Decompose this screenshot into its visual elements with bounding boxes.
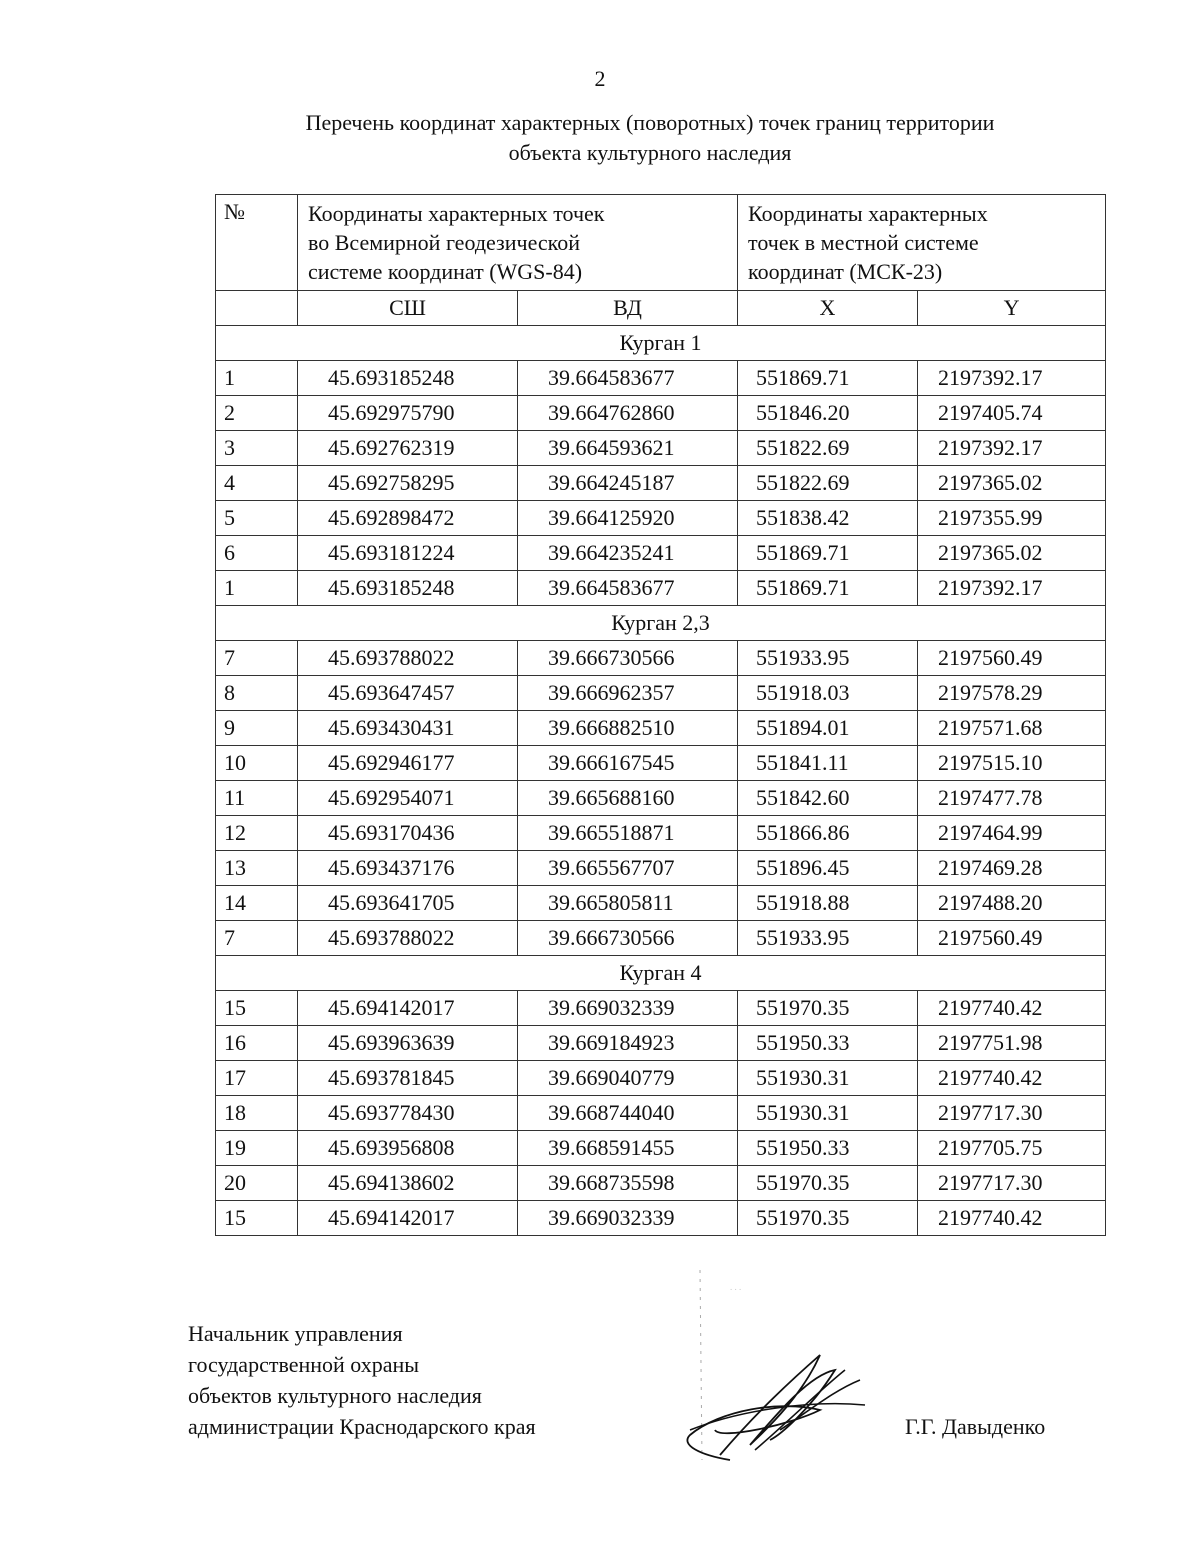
cell-x: 551970.35 xyxy=(738,1166,918,1201)
table-header xyxy=(216,195,1106,326)
cell-latitude: 45.694138602 xyxy=(298,1166,518,1201)
cell-longitude: 39.665688160 xyxy=(518,781,738,816)
cell-latitude: 45.694142017 xyxy=(298,1201,518,1236)
cell-x: 551970.35 xyxy=(738,1201,918,1236)
table-row xyxy=(216,571,1106,606)
header-msk23-line: координат (МСК-23) xyxy=(748,259,943,284)
table-row xyxy=(216,536,1106,571)
cell-x: 551869.71 xyxy=(738,536,918,571)
cell-x: 551950.33 xyxy=(738,1131,918,1166)
cell-point-number: 15 xyxy=(216,991,298,1026)
cell-point-number: 18 xyxy=(216,1096,298,1131)
cell-point-number: 1 xyxy=(216,571,298,606)
table-row xyxy=(216,1026,1106,1061)
cell-point-number: 12 xyxy=(216,816,298,851)
cell-latitude: 45.693641705 xyxy=(298,886,518,921)
cell-point-number: 2 xyxy=(216,396,298,431)
cell-x: 551838.42 xyxy=(738,501,918,536)
cell-y: 2197392.17 xyxy=(918,571,1106,606)
header-wgs84-line: во Всемирной геодезической xyxy=(308,230,580,255)
header-msk23-line: Координаты характерных xyxy=(748,201,988,226)
header-msk23-line: точек в местной системе xyxy=(748,230,979,255)
table-row xyxy=(216,1061,1106,1096)
cell-longitude: 39.664245187 xyxy=(518,466,738,501)
cell-longitude: 39.669032339 xyxy=(518,991,738,1026)
table-row xyxy=(216,781,1106,816)
cell-point-number: 8 xyxy=(216,676,298,711)
table-row xyxy=(216,886,1106,921)
cell-y: 2197365.02 xyxy=(918,466,1106,501)
header-number: № xyxy=(216,195,298,291)
cell-x: 551950.33 xyxy=(738,1026,918,1061)
cell-y: 2197477.78 xyxy=(918,781,1106,816)
cell-latitude: 45.692758295 xyxy=(298,466,518,501)
cell-point-number: 16 xyxy=(216,1026,298,1061)
cell-x: 551842.60 xyxy=(738,781,918,816)
header-longitude: ВД xyxy=(518,291,738,326)
header-x: X xyxy=(738,291,918,326)
cell-longitude: 39.664583677 xyxy=(518,571,738,606)
cell-latitude: 45.692946177 xyxy=(298,746,518,781)
cell-longitude: 39.666882510 xyxy=(518,711,738,746)
cell-longitude: 39.668735598 xyxy=(518,1166,738,1201)
table-row xyxy=(216,361,1106,396)
table-row xyxy=(216,1096,1106,1131)
cell-x: 551866.86 xyxy=(738,816,918,851)
cell-longitude: 39.669032339 xyxy=(518,1201,738,1236)
cell-latitude: 45.693956808 xyxy=(298,1131,518,1166)
table-row xyxy=(216,746,1106,781)
table-row xyxy=(216,431,1106,466)
document-title-line-2: объекта культурного наследия xyxy=(508,140,792,165)
header-y: Y xyxy=(918,291,1106,326)
cell-x: 551869.71 xyxy=(738,571,918,606)
document-title-line-1: Перечень координат характерных (поворотных) точек границ территории xyxy=(305,110,995,135)
cell-latitude: 45.692975790 xyxy=(298,396,518,431)
signatory-position-line: администрации Краснодарского края xyxy=(188,1414,536,1439)
signatory-position-line: государственной охраны xyxy=(188,1352,420,1377)
table-row xyxy=(216,501,1106,536)
cell-y: 2197392.17 xyxy=(918,361,1106,396)
cell-point-number: 15 xyxy=(216,1201,298,1236)
table-row xyxy=(216,466,1106,501)
header-wgs84-line: Координаты характерных точек xyxy=(308,201,605,226)
cell-longitude: 39.666962357 xyxy=(518,676,738,711)
table-row xyxy=(216,641,1106,676)
cell-point-number: 20 xyxy=(216,1166,298,1201)
cell-point-number: 11 xyxy=(216,781,298,816)
signatory-name: Г.Г. Давыденко xyxy=(905,1414,1046,1439)
cell-x: 551841.11 xyxy=(738,746,918,781)
cell-point-number: 19 xyxy=(216,1131,298,1166)
cell-point-number: 3 xyxy=(216,431,298,466)
table-row xyxy=(216,921,1106,956)
signatory-position-line: объектов культурного наследия xyxy=(188,1383,482,1408)
cell-longitude: 39.668591455 xyxy=(518,1131,738,1166)
table-row xyxy=(216,1201,1106,1236)
table-row xyxy=(216,1131,1106,1166)
section-title: Курган 4 xyxy=(216,956,1106,991)
cell-x: 551930.31 xyxy=(738,1096,918,1131)
cell-latitude: 45.694142017 xyxy=(298,991,518,1026)
cell-latitude: 45.693647457 xyxy=(298,676,518,711)
cell-longitude: 39.665567707 xyxy=(518,851,738,886)
header-wgs84-line: системе координат (WGS-84) xyxy=(308,259,583,284)
section-title: Курган 2,3 xyxy=(216,606,1106,641)
cell-longitude: 39.669040779 xyxy=(518,1061,738,1096)
cell-y: 2197578.29 xyxy=(918,676,1106,711)
cell-y: 2197365.02 xyxy=(918,536,1106,571)
cell-y: 2197515.10 xyxy=(918,746,1106,781)
cell-latitude: 45.693185248 xyxy=(298,361,518,396)
cell-latitude: 45.693963639 xyxy=(298,1026,518,1061)
cell-latitude: 45.693788022 xyxy=(298,921,518,956)
cell-latitude: 45.692954071 xyxy=(298,781,518,816)
cell-x: 551930.31 xyxy=(738,1061,918,1096)
cell-point-number: 9 xyxy=(216,711,298,746)
header-number-spacer xyxy=(216,291,298,326)
cell-y: 2197405.74 xyxy=(918,396,1106,431)
header-wgs84-group xyxy=(298,195,738,291)
handwritten-signature xyxy=(660,1260,980,1480)
cell-longitude: 39.664583677 xyxy=(518,361,738,396)
cell-y: 2197392.17 xyxy=(918,431,1106,466)
cell-latitude: 45.693185248 xyxy=(298,571,518,606)
cell-latitude: 45.693788022 xyxy=(298,641,518,676)
cell-point-number: 7 xyxy=(216,921,298,956)
cell-x: 551933.95 xyxy=(738,921,918,956)
cell-point-number: 1 xyxy=(216,361,298,396)
header-latitude: СШ xyxy=(298,291,518,326)
cell-longitude: 39.669184923 xyxy=(518,1026,738,1061)
table-row xyxy=(216,676,1106,711)
cell-x: 551846.20 xyxy=(738,396,918,431)
section-title: Курган 1 xyxy=(216,326,1106,361)
coordinates-table xyxy=(215,194,1106,1236)
section-row xyxy=(216,956,1106,991)
cell-y: 2197717.30 xyxy=(918,1166,1106,1201)
cell-x: 551822.69 xyxy=(738,466,918,501)
cell-x: 551918.03 xyxy=(738,676,918,711)
cell-x: 551822.69 xyxy=(738,431,918,466)
table-row xyxy=(216,396,1106,431)
cell-x: 551869.71 xyxy=(738,361,918,396)
table-row xyxy=(216,1166,1106,1201)
cell-point-number: 6 xyxy=(216,536,298,571)
table-row xyxy=(216,991,1106,1026)
cell-y: 2197488.20 xyxy=(918,886,1106,921)
cell-y: 2197560.49 xyxy=(918,641,1106,676)
cell-x: 551896.45 xyxy=(738,851,918,886)
table-row xyxy=(216,851,1106,886)
cell-point-number: 7 xyxy=(216,641,298,676)
cell-y: 2197740.42 xyxy=(918,1201,1106,1236)
cell-point-number: 4 xyxy=(216,466,298,501)
cell-longitude: 39.664125920 xyxy=(518,501,738,536)
cell-longitude: 39.664762860 xyxy=(518,396,738,431)
cell-y: 2197740.42 xyxy=(918,1061,1106,1096)
section-row xyxy=(216,606,1106,641)
cell-latitude: 45.692898472 xyxy=(298,501,518,536)
signatory-position xyxy=(188,1318,668,1442)
cell-x: 551894.01 xyxy=(738,711,918,746)
page-number: 2 xyxy=(594,66,606,91)
table-row xyxy=(216,816,1106,851)
header-msk23-group xyxy=(738,195,1106,291)
signatory-position-line: Начальник управления xyxy=(188,1321,403,1346)
table-body xyxy=(216,326,1106,1236)
cell-x: 551933.95 xyxy=(738,641,918,676)
cell-longitude: 39.664593621 xyxy=(518,431,738,466)
cell-latitude: 45.693430431 xyxy=(298,711,518,746)
cell-y: 2197571.68 xyxy=(918,711,1106,746)
cell-x: 551918.88 xyxy=(738,886,918,921)
cell-y: 2197355.99 xyxy=(918,501,1106,536)
cell-longitude: 39.664235241 xyxy=(518,536,738,571)
cell-y: 2197717.30 xyxy=(918,1096,1106,1131)
cell-y: 2197740.42 xyxy=(918,991,1106,1026)
cell-latitude: 45.693778430 xyxy=(298,1096,518,1131)
cell-longitude: 39.668744040 xyxy=(518,1096,738,1131)
svg-text:. . .: . . . xyxy=(730,1282,742,1292)
cell-latitude: 45.693170436 xyxy=(298,816,518,851)
document-title xyxy=(150,108,1150,168)
cell-point-number: 17 xyxy=(216,1061,298,1096)
table-row xyxy=(216,711,1106,746)
cell-point-number: 10 xyxy=(216,746,298,781)
cell-latitude: 45.693181224 xyxy=(298,536,518,571)
cell-longitude: 39.666167545 xyxy=(518,746,738,781)
cell-point-number: 13 xyxy=(216,851,298,886)
cell-latitude: 45.693437176 xyxy=(298,851,518,886)
cell-y: 2197469.28 xyxy=(918,851,1106,886)
cell-x: 551970.35 xyxy=(738,991,918,1026)
cell-longitude: 39.666730566 xyxy=(518,641,738,676)
cell-y: 2197560.49 xyxy=(918,921,1106,956)
cell-y: 2197751.98 xyxy=(918,1026,1106,1061)
cell-y: 2197705.75 xyxy=(918,1131,1106,1166)
section-row xyxy=(216,326,1106,361)
cell-latitude: 45.693781845 xyxy=(298,1061,518,1096)
cell-longitude: 39.665518871 xyxy=(518,816,738,851)
cell-longitude: 39.666730566 xyxy=(518,921,738,956)
cell-y: 2197464.99 xyxy=(918,816,1106,851)
cell-point-number: 5 xyxy=(216,501,298,536)
cell-point-number: 14 xyxy=(216,886,298,921)
cell-latitude: 45.692762319 xyxy=(298,431,518,466)
cell-longitude: 39.665805811 xyxy=(518,886,738,921)
